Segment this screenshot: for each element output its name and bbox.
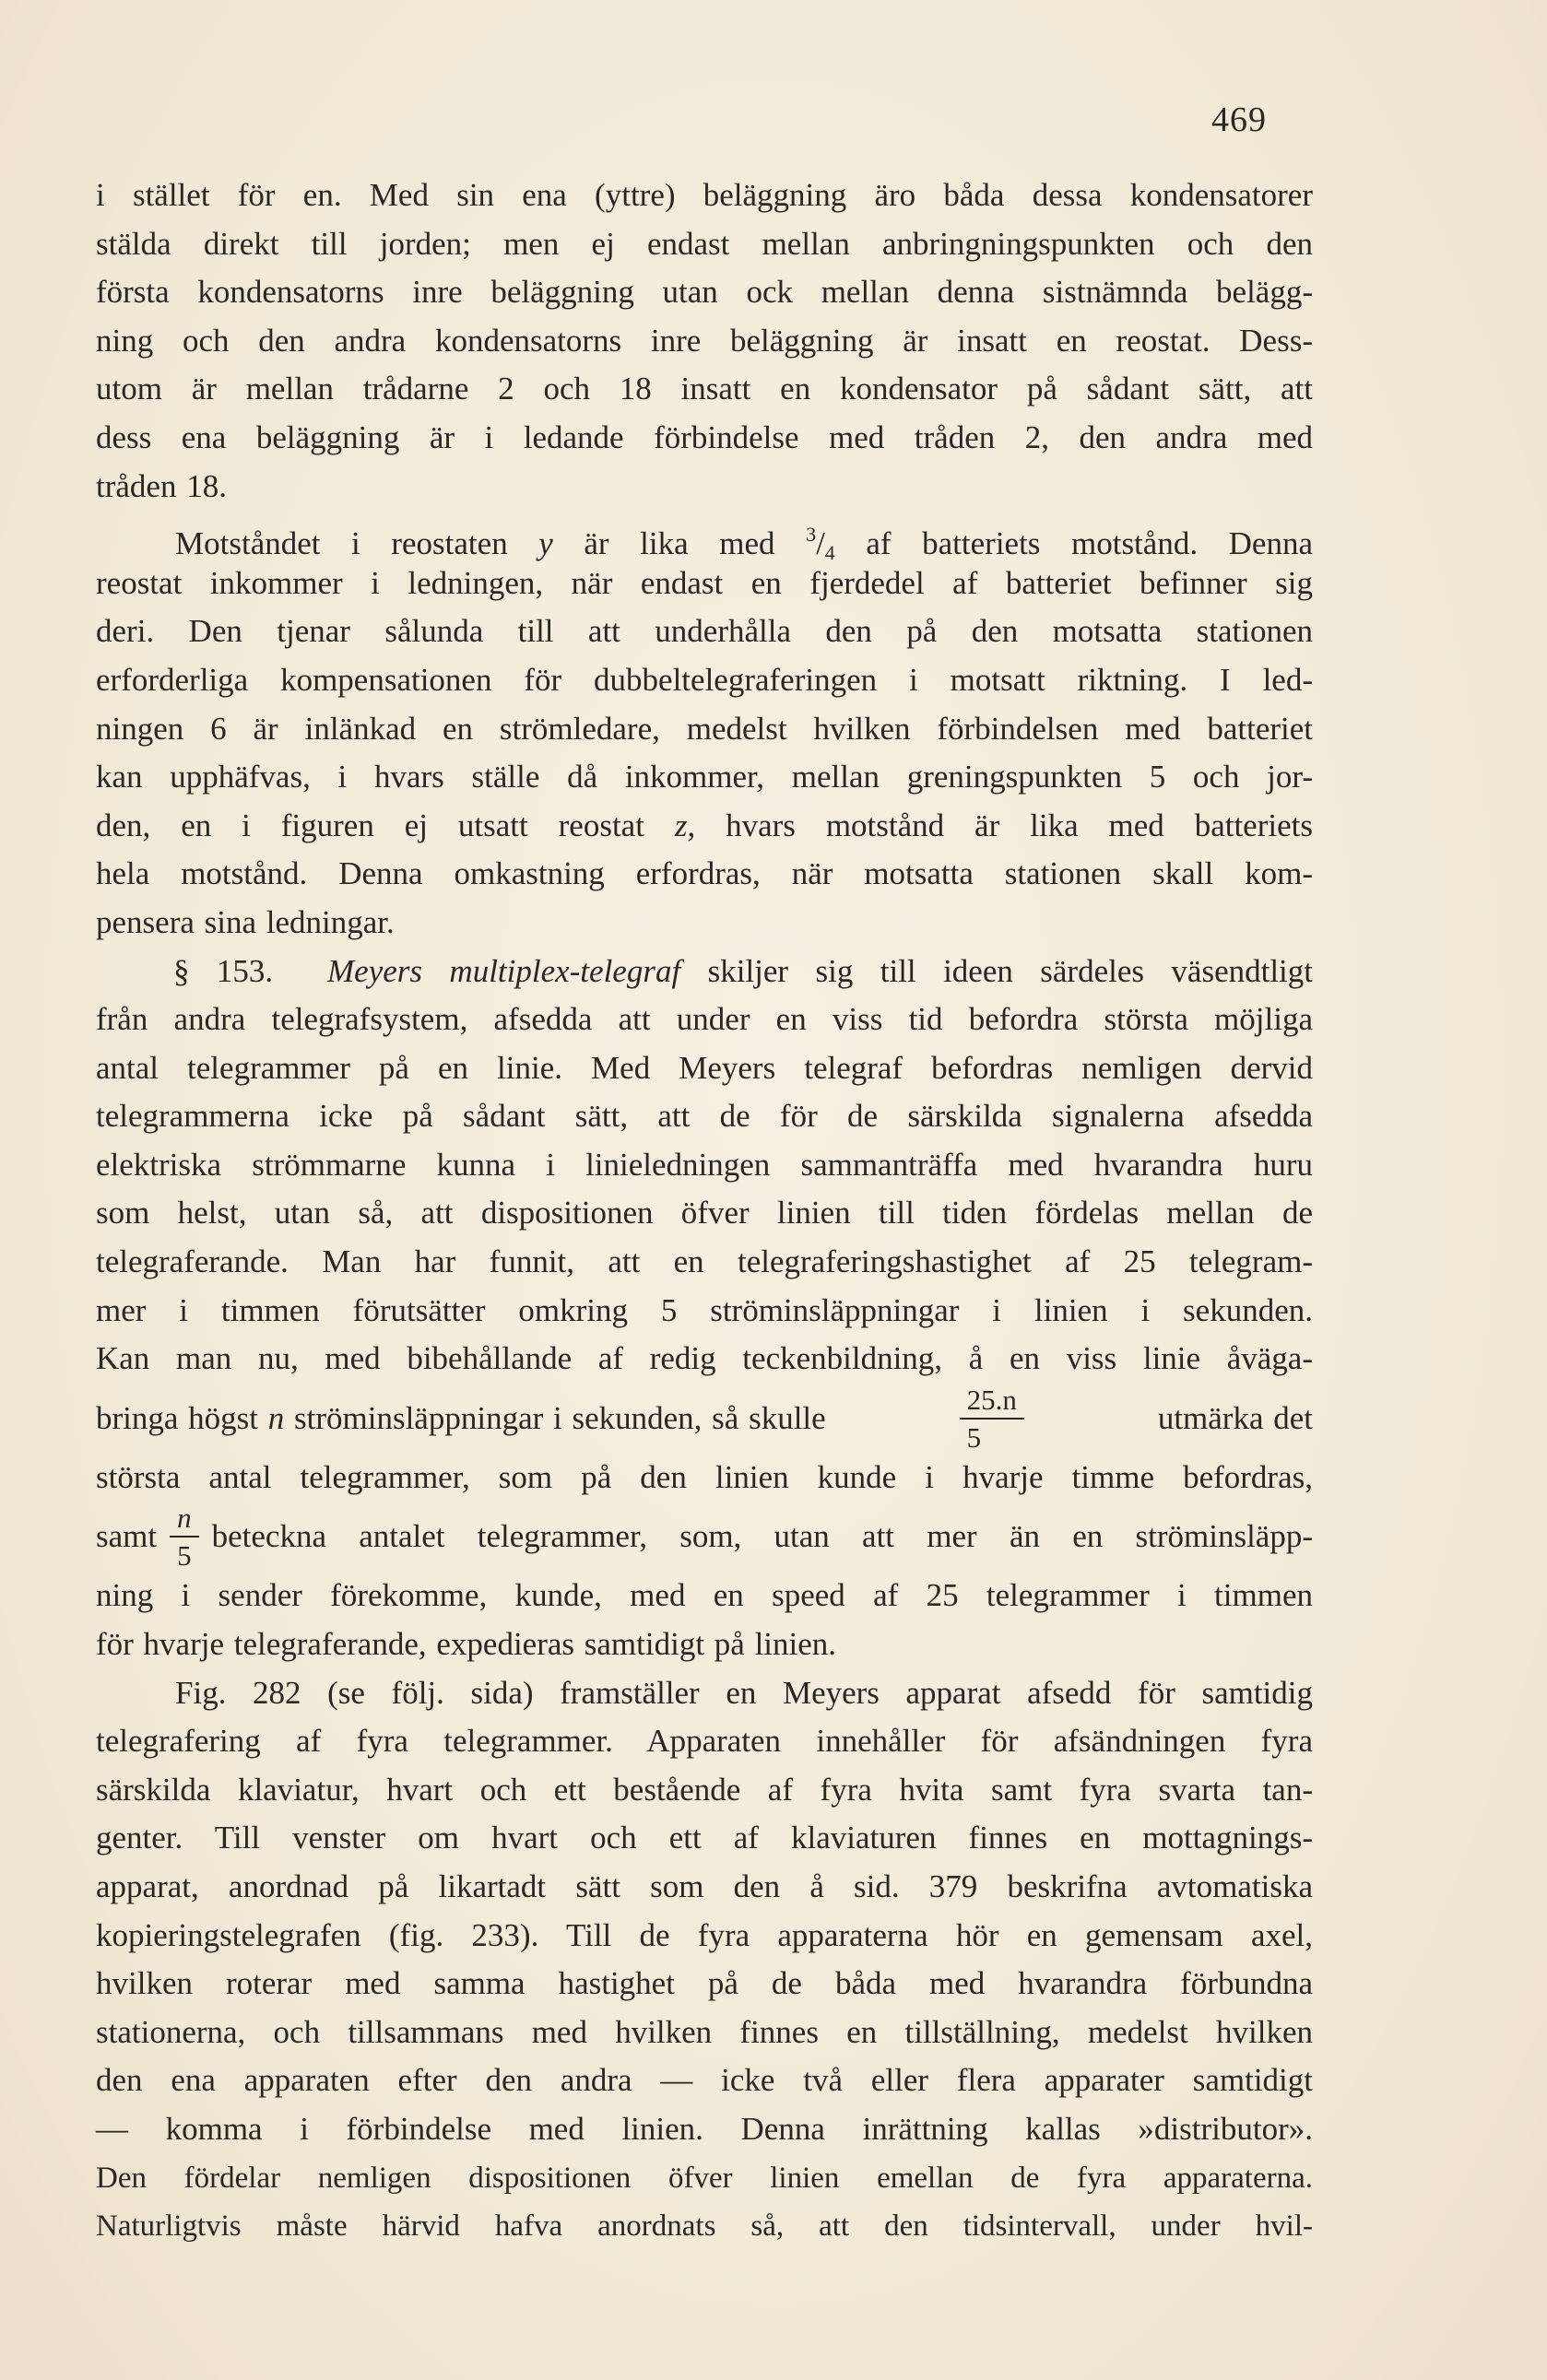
text-line: stationerna, och tillsammans med hvilken finnes en tillställning, medelst hvilken: [96, 2013, 1313, 2050]
text-line: deri. Den tjenar sålunda till att underhålla den på den motsatta stationen: [96, 613, 1313, 650]
text-span: af batteriets motstånd. Denna: [834, 525, 1313, 562]
page-number: 469: [1211, 100, 1267, 139]
fraction-denominator: 5: [966, 1420, 982, 1454]
text-line: dess ena beläggning är i ledande förbindelse med tråden 2, den andra med: [96, 418, 1313, 455]
section-heading-line: [96, 948, 1313, 996]
section-number: § 153.: [173, 952, 274, 989]
text-line: ning i sender förekomme, kunde, med en speed af 25 telegrammer i timmen: [96, 1577, 1313, 1614]
text-line: — komma i förbindelse med linien. Denna inrättning kallas »distributor».: [96, 2110, 1313, 2147]
text-span: skiljer sig till ideen särdeles väsendtligt: [680, 952, 1314, 989]
text-line: telegrammerna icke på sådant sätt, att de för de särskilda signalerna afsedda: [96, 1098, 1313, 1135]
text-span: [96, 1384, 826, 1454]
section-title: Meyers multiplex-telegraf: [327, 952, 681, 989]
fraction: [960, 1385, 1024, 1452]
text-span: är lika med: [552, 525, 807, 562]
text-line: elektriska strömmarne kunna i linieledningen sammanträffa med hvarandra huru: [96, 1146, 1313, 1183]
text-line: i stället för en. Med sin ena (yttre) beläggning äro båda dessa kondensatorer: [96, 177, 1313, 213]
fraction-numerator: 3: [806, 523, 817, 547]
text-line: hvilken roterar med samma hastighet på de båda med hvarandra förbundna: [96, 1965, 1313, 2002]
text-line: Fig. 282 (se följ. sida) framställer en Meyers apparat afsedd för samtidig: [175, 1674, 1313, 1711]
text-line: för hvarje telegraferande, expedieras samtidigt på linien.: [96, 1626, 837, 1663]
text-line: telegrafering af fyra telegrammer. Apparaten innehåller för afsändningen fyra: [96, 1723, 1313, 1760]
text-line: [96, 802, 1313, 851]
text-line: reostat inkommer i ledningen, när endast en fjerdedel af batteriet befinner sig: [96, 564, 1313, 601]
text-line: utom är mellan trådarne 2 och 18 insatt en kondensator på sådant sätt, att: [96, 371, 1313, 407]
text-line: genter. Till venster om hvart och ett af klaviaturen finnes en mottagnings-: [96, 1820, 1313, 1856]
text-span: samt: [96, 1518, 158, 1555]
text-line: tråden 18.: [96, 467, 227, 504]
text-line: största antal telegrammer, som på den linien kunde i hvarje timme befordras,: [96, 1458, 1313, 1495]
text-line: första kondensatorns inre beläggning utan ock mellan denna sistnämnda belägg-: [96, 274, 1313, 311]
text-line: särskilda klaviatur, hvart och ett bestående af fyra hvita samt fyra svarta tan-: [96, 1771, 1313, 1808]
fraction-bar: [960, 1418, 1024, 1420]
text-line: ning och den andra kondensatorns inre beläggning är insatt en reostat. Dess-: [96, 322, 1313, 359]
text-span: utmärka det: [1157, 1399, 1313, 1436]
fraction-denominator: 5: [177, 1539, 192, 1573]
text-line: stälda direkt till jorden; men ej endast mellan anbringningspunkten och den: [96, 225, 1313, 262]
text-span: beteckna antalet telegrammer, som, utan att mer än en ströminsläpp-: [211, 1518, 1313, 1555]
text-line-with-fraction: [96, 1384, 1313, 1454]
text-line: Den fördelar nemligen dispositionen öfver linien emellan de fyra apparaterna.: [96, 2161, 1313, 2195]
text-span: Motståndet i reostaten: [175, 525, 539, 562]
text-line-with-fraction: [96, 1502, 1313, 1572]
text-line: Naturligtvis måste härvid hafva anordnats så, att den tidsintervall, under hvil-: [96, 2209, 1313, 2244]
text-line: hela motstånd. Denna omkastning erfordras, när motsatta stationen skall kom-: [96, 855, 1313, 892]
text-line: erforderliga kompensationen för dubbeltelegraferingen i motsatt riktning. I led-: [96, 661, 1313, 698]
text-line: telegraferande. Man har funnit, att en telegraferingshastighet af 25 telegram-: [96, 1243, 1313, 1280]
fraction-numerator: 25.n: [966, 1383, 1017, 1416]
text-span: bringa högst: [96, 1399, 268, 1436]
variable-z: z: [674, 807, 688, 843]
text-line: Kan man nu, med bibehållande af redig teckenbildning, å en viss linie åväga-: [96, 1340, 1313, 1377]
text-line: från andra telegrafsystem, afsedda att under en viss tid befordra största möjliga: [96, 1001, 1313, 1038]
variable-n: n: [267, 1399, 285, 1436]
text-line: antal telegrammer på en linie. Med Meyers telegraf befordras nemligen dervid: [96, 1049, 1313, 1086]
fraction-denominator: 4: [824, 541, 835, 565]
fraction-slash: /: [816, 525, 825, 562]
fraction-bar: [170, 1536, 199, 1538]
text-span: den, en i figuren ej utsatt reostat: [96, 807, 675, 843]
text-line: pensera sina ledningar.: [96, 903, 395, 940]
text-span: , hvars motstånd är lika med batteriets: [687, 807, 1313, 843]
variable-y: y: [538, 525, 553, 562]
text-line: apparat, anordnad på likartadt sätt som den å sid. 379 beskrifna avtomatiska: [96, 1868, 1313, 1904]
text-line: som helst, utan så, att dispositionen öfver linien till tiden fördelas mellan de: [96, 1195, 1313, 1231]
body-text: [96, 171, 1313, 2251]
fraction: [170, 1502, 199, 1573]
text-line: mer i timmen förutsätter omkring 5 ströminsläppningar i linien i sekunden.: [96, 1291, 1313, 1328]
text-line: den ena apparaten efter den andra — icke två eller flera apparater samtidigt: [96, 2062, 1313, 2099]
text-span: ströminsläppningar i sekunden, så skulle: [284, 1399, 826, 1436]
text-line: kan upphäfvas, i hvars ställe då inkommer, mellan greningspunkten 5 och jor-: [96, 759, 1313, 795]
text-line: kopieringstelegrafen (fig. 233). Till de fyra apparaterna hör en gemensam axel,: [96, 1916, 1313, 1953]
text-line: [96, 511, 1313, 565]
fraction-numerator: n: [177, 1502, 192, 1535]
text-line: ningen 6 är inlänkad en strömledare, medelst hvilken förbindelsen med batteriet: [96, 710, 1313, 747]
